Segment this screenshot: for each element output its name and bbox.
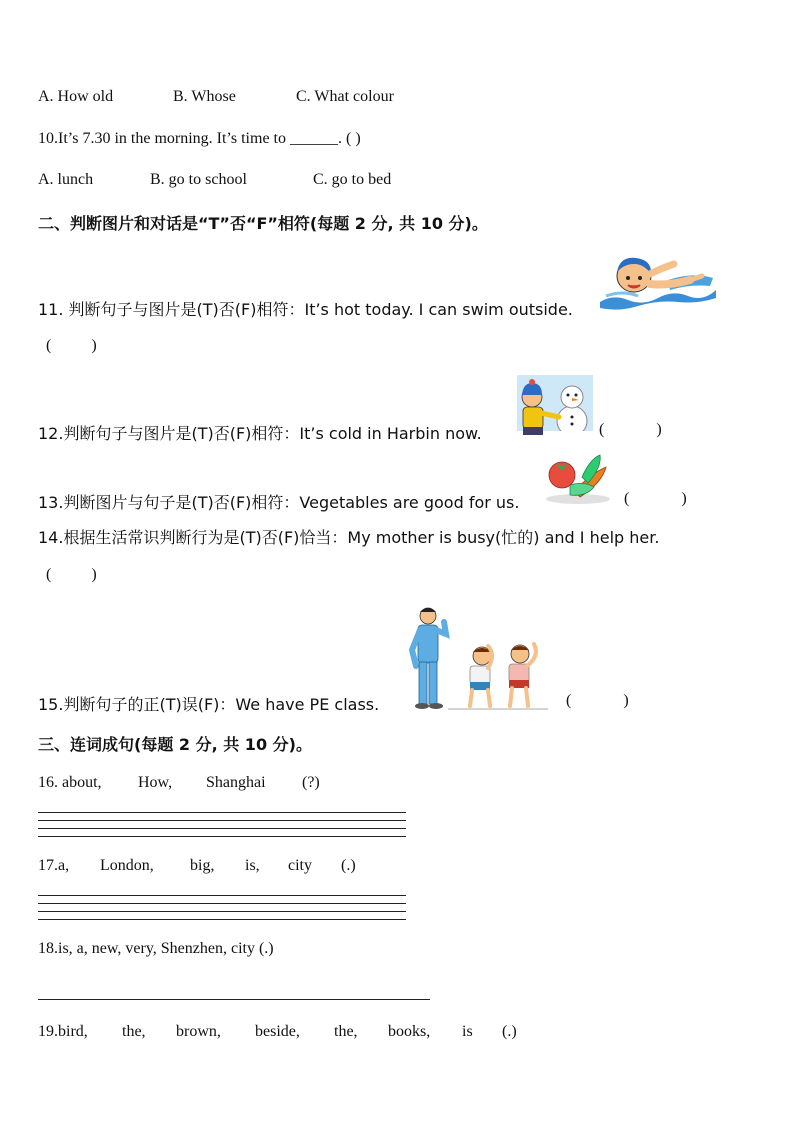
q17-word: London, bbox=[100, 857, 154, 874]
q14-text: 14.根据生活常识判断行为是(T)否(F)恰当：My mother is busy(忙的) and I help her. bbox=[38, 528, 660, 547]
q16-answer-line-4[interactable] bbox=[38, 836, 406, 837]
q16-words bbox=[38, 774, 320, 792]
q15-text: 15.判断句子的正(T)误(F)：We have PE class. bbox=[38, 695, 380, 714]
q9-option-c: C. What colour bbox=[296, 88, 394, 105]
q18-words: 18.is, a, new, very, Shenzhen, city (.) bbox=[38, 940, 274, 957]
vegetables-picture bbox=[544, 453, 612, 505]
q9-options bbox=[38, 88, 394, 106]
q19-word: beside, bbox=[255, 1023, 300, 1040]
q16-answer-line-1[interactable] bbox=[38, 812, 406, 813]
q17-answer-line-3[interactable] bbox=[38, 911, 406, 912]
q17-word: 17.a, bbox=[38, 857, 70, 874]
q10-option-a: A. lunch bbox=[38, 171, 94, 188]
q17-words bbox=[38, 857, 356, 875]
q16-answer-line-3[interactable] bbox=[38, 828, 406, 829]
section-3-heading: 三、连词成句(每题 2 分, 共 10 分)。 bbox=[38, 735, 312, 754]
q13-answer-blank[interactable]: ( ) bbox=[624, 490, 687, 507]
q14-answer-blank[interactable]: ( ) bbox=[46, 566, 97, 583]
q16-answer-line-2[interactable] bbox=[38, 820, 406, 821]
q17-word: (.) bbox=[341, 857, 356, 874]
swimmer-picture bbox=[598, 250, 718, 312]
snowman-picture bbox=[517, 375, 593, 439]
q13-text: 13.判断图片与句子是(T)否(F)相符：Vegetables are good for us. bbox=[38, 493, 520, 512]
q17-answer-line-4[interactable] bbox=[38, 919, 406, 920]
q17-word: city bbox=[288, 857, 312, 874]
q10-text: 10.It’s 7.30 in the morning. It’s time to ______. ( ) bbox=[38, 130, 361, 147]
q19-word: books, bbox=[388, 1023, 431, 1040]
q17-word: big, bbox=[190, 857, 215, 874]
child-with-snowman-icon bbox=[517, 375, 593, 439]
q10-option-c: C. go to bed bbox=[313, 171, 392, 188]
q19-word: brown, bbox=[176, 1023, 221, 1040]
q19-words bbox=[38, 1023, 517, 1041]
q17-answer-line-2[interactable] bbox=[38, 903, 406, 904]
q16-word: Shanghai bbox=[206, 774, 266, 791]
q9-option-b: B. Whose bbox=[173, 88, 236, 105]
q19-word: is bbox=[462, 1023, 473, 1040]
q15-answer-blank[interactable]: ( ) bbox=[566, 692, 629, 709]
section-2-heading: 二、判断图片和对话是“T”否“F”相符(每题 2 分, 共 10 分)。 bbox=[38, 214, 488, 233]
swimming-child-icon bbox=[598, 250, 718, 312]
q16-word: 16. about, bbox=[38, 774, 102, 791]
teacher-and-children-exercising-icon bbox=[408, 606, 552, 710]
q16-word: (?) bbox=[302, 774, 320, 791]
q17-word: is, bbox=[245, 857, 260, 874]
vegetables-icon bbox=[544, 453, 612, 505]
q19-word: (.) bbox=[502, 1023, 517, 1040]
q11-answer-blank[interactable]: ( ) bbox=[46, 337, 97, 354]
q10-option-b: B. go to school bbox=[150, 171, 247, 188]
q17-answer-line-1[interactable] bbox=[38, 895, 406, 896]
q12-text: 12.判断句子与图片是(T)否(F)相符：It’s cold in Harbin now. bbox=[38, 424, 482, 443]
q10-options bbox=[38, 171, 391, 189]
q19-word: 19.bird, bbox=[38, 1023, 88, 1040]
q9-option-a: A. How old bbox=[38, 88, 114, 105]
q18-answer-line[interactable] bbox=[38, 999, 430, 1000]
exercise-picture bbox=[408, 606, 552, 710]
q12-answer-blank[interactable]: ( ) bbox=[599, 421, 662, 438]
q19-word: the, bbox=[122, 1023, 146, 1040]
q16-word: How, bbox=[138, 774, 173, 791]
q11-text: 11. 判断句子与图片是(T)否(F)相符：It’s hot today. I can swim outside. bbox=[38, 300, 573, 319]
q19-word: the, bbox=[334, 1023, 358, 1040]
